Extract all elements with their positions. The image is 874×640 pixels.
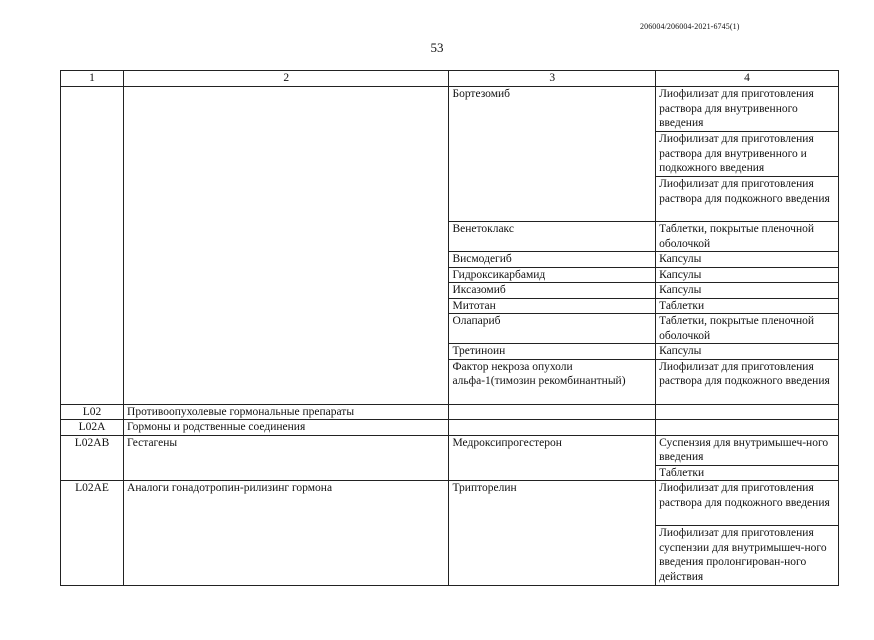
column-header: 1 <box>61 71 124 87</box>
column-header: 3 <box>449 71 656 87</box>
code-cell: L02AE <box>61 481 124 586</box>
drug-name-cell: Гидроксикарбамид <box>449 267 656 283</box>
drug-name-cell: Бортезомиб <box>449 87 656 222</box>
drug-name-cell <box>449 420 656 436</box>
dosage-form-cell: Таблетки, покрытые пленочной оболочкой <box>656 222 839 252</box>
dosage-form-cell <box>656 404 839 420</box>
drug-table <box>60 70 839 586</box>
table-row <box>61 404 839 420</box>
code-cell: L02 <box>61 404 124 420</box>
dosage-form-cell: Лиофилизат для приготовления раствора для подкожного введения <box>656 177 839 222</box>
dosage-form-cell: Капсулы <box>656 344 839 360</box>
dosage-form-cell: Лиофилизат для приготовления суспензии для внутримышеч-ного введения пролонгирован-ного действия <box>656 526 839 586</box>
page-number: 53 <box>430 40 444 55</box>
dosage-form-cell: Капсулы <box>656 267 839 283</box>
table-row <box>61 87 839 132</box>
code-cell: L02AB <box>61 435 124 481</box>
drug-name-cell: Третиноин <box>449 344 656 360</box>
dosage-form-cell: Таблетки, покрытые пленочной оболочкой <box>656 314 839 344</box>
dosage-form-cell: Таблетки <box>656 298 839 314</box>
column-header: 4 <box>656 71 839 87</box>
dosage-form-cell: Лиофилизат для приготовления раствора для внутривенного и подкожного введения <box>656 132 839 177</box>
drug-name-cell: Иксазомиб <box>449 283 656 299</box>
dosage-form-cell: Лиофилизат для приготовления раствора для подкожного введения <box>656 481 839 526</box>
column-header: 2 <box>124 71 449 87</box>
table-header-row <box>61 71 839 87</box>
drug-name-cell: Митотан <box>449 298 656 314</box>
group-cell: Гормоны и родственные соединения <box>124 420 449 436</box>
group-cell: Противоопухолевые гормональные препараты <box>124 404 449 420</box>
dosage-form-cell: Капсулы <box>656 283 839 299</box>
drug-name-cell <box>449 404 656 420</box>
table-row <box>61 481 839 526</box>
group-cell: Аналоги гонадотропин-рилизинг гормона <box>124 481 449 586</box>
drug-name-cell: Олапариб <box>449 314 656 344</box>
table-row <box>61 420 839 436</box>
dosage-form-cell: Лиофилизат для приготовления раствора для внутривенного введения <box>656 87 839 132</box>
drug-name-cell: Висмодегиб <box>449 252 656 268</box>
dosage-form-cell: Капсулы <box>656 252 839 268</box>
drug-name-cell: Медроксипрогестерон <box>449 435 656 481</box>
dosage-form-cell: Суспензия для внутримышеч-ного введения <box>656 435 839 465</box>
drug-name-cell: Венетоклакс <box>449 222 656 252</box>
table-row <box>61 435 839 465</box>
code-cell <box>61 87 124 405</box>
dosage-form-cell: Таблетки <box>656 465 839 481</box>
drug-name-cell: Трипторелин <box>449 481 656 586</box>
group-cell <box>124 87 449 405</box>
dosage-form-cell <box>656 420 839 436</box>
code-cell: L02A <box>61 420 124 436</box>
drug-name-cell: Фактор некроза опухоли альфа-1(тимозин рекомбинантный) <box>449 359 656 404</box>
group-cell: Гестагены <box>124 435 449 481</box>
dosage-form-cell: Лиофилизат для приготовления раствора для подкожного введения <box>656 359 839 404</box>
document-id: 206004/206004-2021-6745(1) <box>640 22 740 31</box>
